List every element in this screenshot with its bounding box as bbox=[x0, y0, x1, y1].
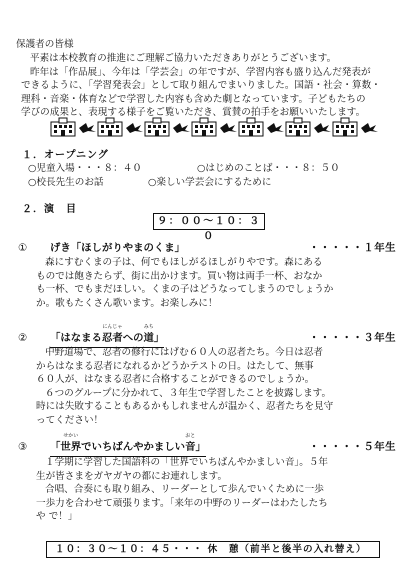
furigana: おと bbox=[185, 433, 196, 439]
act-3-description bbox=[36, 456, 389, 524]
ruby-word bbox=[143, 324, 154, 346]
act-line: か。歌もたくさん歌います。お楽しみに！ bbox=[36, 297, 218, 309]
ruby-word bbox=[101, 324, 123, 346]
act-title bbox=[50, 433, 206, 457]
act-line: ６０人が、はなまる忍者に合格することができるのでしょうか。 bbox=[36, 374, 315, 386]
act-number: ① bbox=[18, 242, 28, 254]
program-heading: ２．演 目 bbox=[22, 204, 77, 215]
act-line: 合唱、合奏にも取り組み、リーダーとして歩んでいくために一歩 bbox=[45, 484, 324, 496]
act-3-header bbox=[18, 433, 396, 457]
decorative-banner bbox=[50, 117, 380, 137]
act-line: 一歩力を合わせて頑張ります。「来年の中野のリーダーはわたしたち bbox=[36, 497, 328, 509]
school-and-bird-border bbox=[50, 117, 380, 137]
title-part: 」 bbox=[153, 332, 165, 344]
opening-item: ○児童入場・・・８：４０ bbox=[28, 163, 142, 174]
opening-item: ○はじめのことば・・・８：５０ bbox=[197, 163, 340, 174]
furigana: にんじゃ bbox=[102, 324, 123, 330]
act-title: げき「ほしがりやまのくま」 bbox=[50, 242, 186, 254]
act-line: ものでは飽きたらず、街に出かけます。買い物は両手一杯、おなか bbox=[36, 270, 323, 282]
act-1-description bbox=[36, 256, 389, 310]
opening-heading: １．オープニング bbox=[22, 150, 109, 161]
title-part: への bbox=[122, 332, 144, 344]
title-part: 」 bbox=[195, 441, 206, 453]
title-part: 「はなまる bbox=[50, 332, 102, 344]
ruby-base: 音 bbox=[185, 441, 196, 453]
furigana: みち bbox=[143, 324, 154, 330]
act-number: ③ bbox=[18, 441, 28, 453]
act-grade: ・・・・・３年生 bbox=[308, 332, 396, 344]
bird-icon bbox=[79, 123, 96, 133]
ruby-base: 道 bbox=[143, 332, 154, 344]
act-number: ② bbox=[18, 332, 28, 344]
greeting-line: 学びの成果と、表現する様子をご覧いただき、賞賛の拍手をお願いいたします。 bbox=[21, 107, 366, 119]
act-grade: ・・・・・５年生 bbox=[308, 441, 396, 453]
school-building-icon bbox=[51, 118, 75, 136]
title-part: でいちばんやかましい bbox=[81, 441, 186, 453]
act-2-description bbox=[36, 346, 389, 428]
act-line: も一杯、でもまだほしい。くまの子はどうなってしまうのでしょうか bbox=[36, 284, 334, 296]
opening-item: ○楽しい学芸会にするために bbox=[148, 177, 272, 188]
act-line: や で！」 bbox=[36, 511, 78, 523]
act-grade: ・・・・・１年生 bbox=[308, 242, 396, 254]
time-block: ９：００～１０：３０ bbox=[153, 213, 265, 230]
act-line: 森にすむくまの子は、何でもほしがるほしがりやです。森にある bbox=[45, 257, 323, 268]
greeting-line: 昨年は「作品展」、今年は「学芸会」の年ですが、学習内容も盛り込んだ発表が bbox=[30, 66, 371, 78]
act-line: ってください！ bbox=[36, 414, 104, 426]
act-line: １学期に学習した国語科の「世界でいちばんやかましい音」。５年 bbox=[45, 457, 329, 468]
act-line: 生が皆さまをガヤガヤの都にお連れします。 bbox=[36, 470, 228, 482]
greeting-paragraph bbox=[21, 52, 393, 120]
greeting-line: できるように、「学習発表会」として取り組んでまいりました。国語・社会・算数・ bbox=[21, 80, 381, 92]
furigana: せかい bbox=[63, 433, 79, 439]
ruby-word bbox=[60, 433, 82, 455]
ruby-word bbox=[185, 433, 196, 455]
ruby-base: 世界 bbox=[60, 441, 82, 453]
greeting-line: 平素は本校教育の推進にご理解ご協力いただきありがとうございます。 bbox=[30, 53, 337, 64]
act-line: からはなまる忍者になれるかどうかテストの日。はたして、無事 bbox=[36, 360, 314, 372]
opening-item: ○校長先生のお話 bbox=[28, 177, 104, 188]
act-line: 時には失敗することもあるかもしれませんが温かく、忍者たちを見守 bbox=[36, 401, 334, 413]
act-line: ６つのグループに分かれて、３年生で学習したことを披露します。 bbox=[45, 387, 332, 399]
ruby-base: 忍者 bbox=[101, 332, 123, 344]
act-line: 中野道場で、忍者の修行にはげむ６０人の忍者たち。今日は忍者 bbox=[45, 347, 324, 358]
break-block: １０：３０～１０：４５・・・ 休 憩（前半と後半の入れ替え） bbox=[46, 541, 380, 558]
salutation: 保護者の皆様 bbox=[16, 39, 74, 50]
greeting-line: 理科・音楽・体育などで学習した内容も含めた劇となっています。子どもたちの bbox=[21, 93, 366, 105]
title-part: 「 bbox=[50, 441, 61, 453]
